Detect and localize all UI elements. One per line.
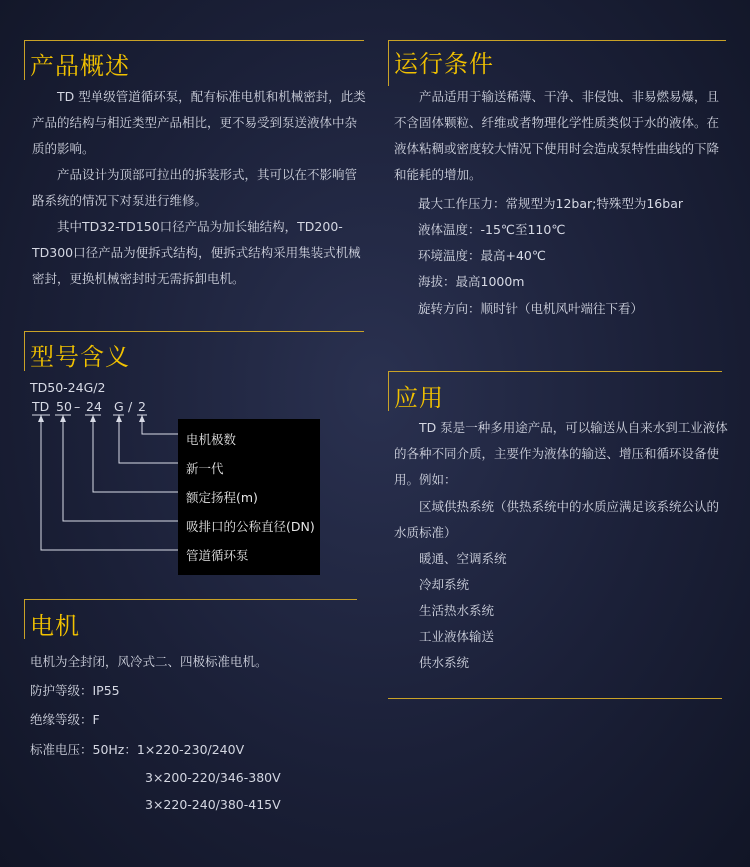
motor-voltage-3: 3×220-240/380-415V: [145, 797, 281, 812]
application-left-rule: [388, 371, 389, 411]
application-item-water-supply: 供水系统: [419, 655, 470, 670]
overview-paragraph-1: TD 型单级管道循环泵，配有标准电机和机械密封，此类产品的结构与相近类型产品相比，更不易受到泵送液体中杂质的影响。: [32, 89, 366, 156]
model-part-dn: 50: [56, 399, 72, 414]
overview-paragraph-3: 其中TD32-TD150口径产品为加长轴结构，TD200-TD300口径产品为便拆式结构，便拆式结构采用集装式机械密封，更换机械密封时无需拆卸电机。: [32, 219, 361, 286]
conditions-heading: 运行条件: [394, 50, 494, 78]
conditions-top-rule: [388, 40, 726, 41]
model-example: TD50-24G/2: [30, 380, 106, 395]
motor-protection: 防护等级：IP55: [30, 683, 120, 698]
model-part-g: G: [114, 399, 124, 414]
conditions-paragraph: 产品适用于输送稀薄、干净、非侵蚀、非易燃易爆，且不含固体颗粒、纤维或者物理化学性质类似于水的液体。在液体粘稠或密度较大情况下使用时会造成泵特性曲线的下降和能耗的增加。: [394, 89, 720, 182]
legend-new-generation: 新一代: [186, 461, 224, 476]
motor-top-rule: [24, 599, 357, 600]
spec-rotation: 旋转方向：顺时针（电机风叶端往下看）: [418, 301, 644, 316]
motor-voltage-1: 标准电压：50Hz：1×220-230/240V: [30, 742, 245, 757]
spec-altitude: 海拔：最高1000m: [418, 274, 525, 289]
application-item-cooling: 冷却系统: [419, 577, 470, 592]
application-top-rule: [388, 371, 722, 372]
legend-rated-head: 额定扬程(m): [186, 490, 258, 505]
motor-heading: 电机: [30, 612, 80, 640]
application-bottom-rule: [388, 698, 722, 699]
overview-paragraph-2: 产品设计为顶部可拉出的拆装形式，其可以在不影响管路系统的情况下对泵进行维修。: [32, 167, 358, 208]
model-part-dash: –: [74, 399, 81, 414]
spec-ambient-temp: 环境温度：最高+40℃: [418, 248, 546, 263]
model-part-poles: 2: [138, 399, 146, 414]
application-item-hot-water: 生活热水系统: [419, 603, 495, 618]
legend-nominal-diameter: 吸排口的公称直径(DN): [186, 519, 315, 534]
model-legend-box: [178, 419, 320, 575]
legend-motor-poles: 电机极数: [186, 432, 237, 447]
model-left-rule: [24, 331, 25, 371]
motor-line-1: 电机为全封闭，风冷式二、四极标准电机。: [30, 654, 268, 669]
application-item-district-heating: 区域供热系统（供热系统中的水质应满足该系统公认的水质标准）: [394, 499, 720, 540]
model-part-td: TD: [32, 399, 50, 414]
legend-pipeline-pump: 管道循环泵: [186, 548, 249, 563]
model-heading: 型号含义: [30, 343, 130, 371]
application-heading: 应用: [394, 384, 444, 412]
spec-liquid-temp: 液体温度：-15℃至110℃: [418, 222, 566, 237]
application-paragraph: TD 泵是一种多用途产品，可以输送从自来水到工业液体的各种不同介质，主要作为液体的输送、增压和循环设备使用。例如：: [394, 420, 728, 487]
spec-max-pressure: 最大工作压力：常规型为12bar;特殊型为16bar: [418, 196, 683, 211]
model-part-head: 24: [86, 399, 102, 414]
overview-left-rule: [24, 40, 25, 80]
conditions-left-rule: [388, 40, 389, 86]
model-top-rule: [24, 331, 364, 332]
overview-top-rule: [24, 40, 364, 41]
motor-voltage-2: 3×200-220/346-380V: [145, 770, 281, 785]
motor-insulation: 绝缘等级：F: [30, 712, 100, 727]
model-part-slash: /: [128, 399, 133, 414]
application-item-hvac: 暖通、空调系统: [419, 551, 507, 566]
overview-heading: 产品概述: [30, 52, 130, 80]
application-item-industrial: 工业液体输送: [419, 629, 495, 644]
motor-left-rule: [24, 599, 25, 639]
